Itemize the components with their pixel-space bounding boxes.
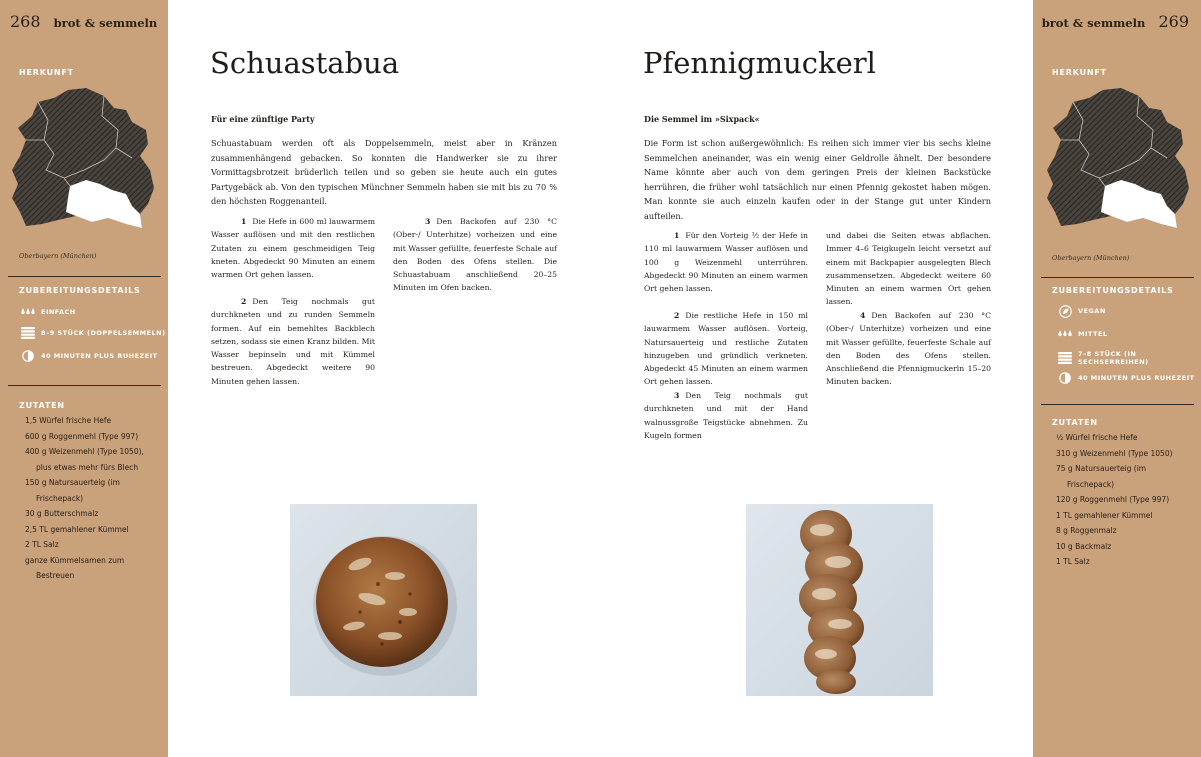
- ingredient-item: 10 g Backmalz: [1056, 541, 1112, 551]
- divider: [1041, 404, 1194, 405]
- bavaria-map-icon: [1043, 86, 1193, 236]
- ingredient-item: 400 g Weizenmehl (Type 1050), plus etwas mehr fürs Blech: [25, 447, 144, 472]
- divider: [8, 385, 161, 386]
- ingredients-label: ZUTATEN: [1052, 418, 1098, 427]
- recipe-step: 1 Die Hefe in 600 ml lauwarmem Wasser auflösen und mit den restlichen Zutaten zu einem geschmeidigen Teig kneten. Abgedeckt 90 Minuten an einem warmen Ort gehen lassen.: [211, 217, 375, 280]
- detail-time: 40 MINUTEN PLUS RUHEZEIT: [1058, 372, 1195, 384]
- recipe-step: 2 Den Teig nochmals gut durchkneten und zu runden Semmeln formen. Auf ein bemehltes Backblech setzen, sodass sie einen Kranz bilden. Mit Wasser bepinseln und mit Kümmel bestreuen. Abgedeckt weitere 90 Minuten gehen lassen.: [211, 297, 375, 386]
- ingredient-item: 2,5 TL gemahlener Kümmel: [25, 524, 129, 534]
- herkunft-label: HERKUNFT: [1052, 68, 1107, 77]
- detail-vegan: VEGAN: [1058, 305, 1106, 317]
- ingredients-list: [25, 413, 163, 584]
- ingredient-item: ganze Kümmelsamen zum Bestreuen: [25, 555, 125, 580]
- left-page-header: [10, 12, 157, 31]
- detail-yield: 8–9 STÜCK (DOPPELSEMMELN): [21, 327, 166, 339]
- right-sidebar: [1033, 0, 1201, 757]
- detail-difficulty: MITTEL: [1058, 328, 1108, 340]
- vegan-icon: [1058, 305, 1072, 317]
- ingredient-item: ¹⁄₂ Würfel frische Hefe: [1056, 433, 1138, 442]
- details-label: ZUBEREITUNGSDETAILS: [19, 286, 141, 295]
- recipe-intro: Schuastabuam werden oft als Doppelsemmeln, meist aber in Kränzen zusammenhängend gebacken. So konnten die Handwerker sie zu ihrer Vormittagsbrotzeit brüderlich teilen und so geben sie heute auch ein gutes Partygebäck ab. Von den typischen Münchner Semmeln haben sie mit bis zu 70 % den höchsten Roggenanteil.: [211, 138, 557, 207]
- region-caption: Oberbayern (München): [19, 252, 97, 260]
- running-head: brot & semmeln: [53, 16, 158, 30]
- ingredient-item: 30 g Butterschmalz: [25, 509, 99, 518]
- recipe-step-continued: und dabei die Seiten etwas abflachen. Immer 4–6 Teigkugeln leicht versetzt auf einem mit Backpapier ausgelegten Blech zusammensetzen. Abgedeckt weitere 60 Minuten an einem warmen Ort gehen lassen.: [826, 231, 991, 307]
- ingredient-item: 2 TL Salz: [25, 540, 59, 549]
- bavaria-map-icon: [8, 86, 158, 236]
- recipe-step: 2 Die restliche Hefe in 150 ml lauwarmem Wasser auflösen. Vorteig, Natursauerteig und restliche Zutaten hinzugeben und gründlich verkneten. Abgedeckt 45 Minuten an einem warmen Ort gehen lassen.: [644, 311, 808, 387]
- ingredient-item: 1 TL gemahlener Kümmel: [1056, 510, 1153, 520]
- recipe-title: Pfennigmuckerl: [643, 46, 876, 80]
- herkunft-label: HERKUNFT: [19, 68, 74, 77]
- detail-yield: 7–8 STÜCK (IN SECHSERREIHEN): [1058, 350, 1201, 366]
- left-sidebar: [0, 0, 168, 757]
- clock-icon: [1058, 372, 1072, 384]
- detail-time: 40 MINUTEN PLUS RUHEZEIT: [21, 350, 158, 362]
- page-number: 269: [1158, 12, 1189, 31]
- stack-icon: [1058, 352, 1072, 364]
- recipe-step: 3 Den Teig nochmals gut durchkneten und mit der Hand walnussgroße Teigstücke abnehmen. Zu Kugeln formen: [644, 391, 808, 440]
- recipe-subtitle: Für eine zünftige Party: [211, 114, 315, 124]
- ingredient-item: 8 g Roggenmalz: [1056, 526, 1117, 535]
- recipe-step: 1 Für den Vorteig ¹⁄₂ der Hefe in 110 ml lauwarmem Wasser auflösen und 100 g Weizenmehl unterrühren. Abgedeckt 90 Minuten an einem warmen Ort gehen lassen.: [644, 231, 808, 294]
- ingredient-item: 120 g Roggenmehl (Type 997): [1056, 495, 1170, 504]
- stack-icon: [21, 327, 35, 339]
- recipe-step: 3 Den Backofen auf 230 °C (Ober-/ Unterhitze) vorheizen und eine mit Wasser gefüllte, feuerfeste Schale auf den Boden des Ofens stellen. Die Schuastabuam anschließend 20–25 Minuten im Ofen backen.: [393, 217, 557, 293]
- recipe-title: Schuastabua: [210, 46, 400, 80]
- divider: [1041, 277, 1194, 278]
- difficulty-icon: [1058, 328, 1072, 340]
- right-page-header: [1042, 12, 1189, 31]
- difficulty-icon: [21, 306, 35, 318]
- recipe-step: 4 Den Backofen auf 230 °C (Ober-/ Unterhitze) vorheizen und eine mit Wasser gefüllte, feuerfeste Schale auf den Boden des Ofens stellen. Anschließend die Pfennigmuckerln 15–20 Minuten backen.: [826, 311, 991, 387]
- bread-photo-round-roll: [290, 504, 477, 696]
- ingredient-item: 310 g Weizenmehl (Type 1050): [1056, 448, 1173, 458]
- recipe-subtitle: Die Semmel im »Sixpack«: [644, 114, 760, 124]
- region-caption: Oberbayern (München): [1052, 254, 1130, 262]
- page-number: 268: [10, 12, 41, 31]
- ingredients-list: [1056, 430, 1196, 570]
- divider: [8, 276, 161, 277]
- running-head: brot & semmeln: [1041, 16, 1146, 30]
- ingredient-item: 1,5 Würfel frische Hefe: [25, 416, 112, 425]
- ingredient-item: 150 g Natursauerteig (im Frischepack): [25, 478, 120, 503]
- detail-difficulty: EINFACH: [21, 306, 76, 318]
- bread-photo-pfennigmuckerl: [746, 504, 933, 696]
- ingredients-label: ZUTATEN: [19, 401, 65, 410]
- ingredient-item: 75 g Natursauerteig (im Frischepack): [1056, 464, 1147, 489]
- clock-icon: [21, 350, 35, 362]
- details-label: ZUBEREITUNGSDETAILS: [1052, 286, 1174, 295]
- ingredient-item: 1 TL Salz: [1056, 557, 1090, 566]
- ingredient-item: 600 g Roggenmehl (Type 997): [25, 431, 139, 441]
- recipe-intro: Die Form ist schon außergewöhnlich: Es reihen sich immer vier bis sechs kleine Semmelchen aneinander, was ein wenig einer Geldrolle ähnelt. Der besondere Name könnte aber auch von dem geringen Preis der kleinen Backstücke herrühren, die früher wohl tatsächlich nur einen Pfennig gekostet haben mögen. Man konnte sie auch einzeln kaufen oder in der Stange gut unter Kindern aufteilen.: [644, 138, 991, 221]
